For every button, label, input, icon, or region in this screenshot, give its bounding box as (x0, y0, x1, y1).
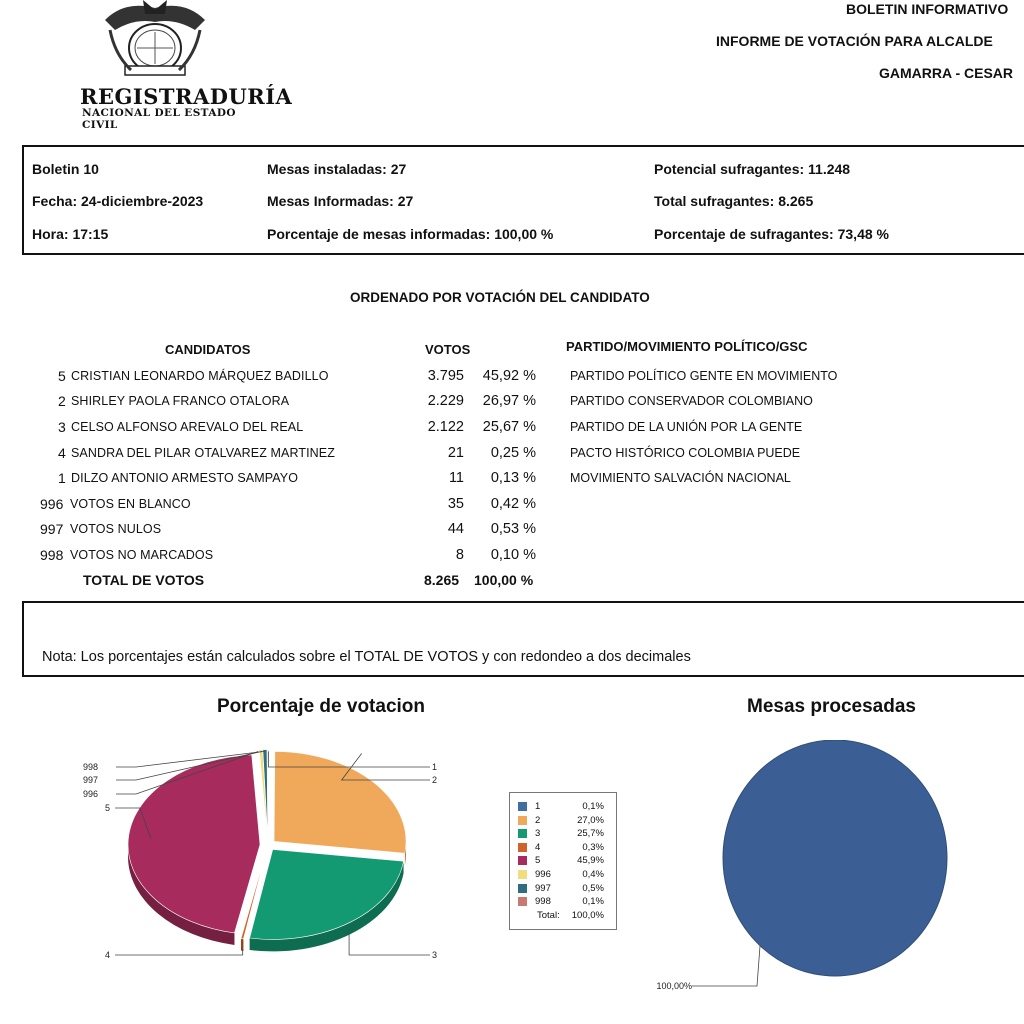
legend-value: 27,0% (577, 814, 604, 826)
legend-item (510, 869, 616, 881)
slice-label-998: 998 (82, 762, 98, 772)
candidate-votes: 8 (455, 547, 464, 563)
mesas-pie-chart (640, 740, 970, 1010)
legend-label: 4 (535, 841, 541, 853)
mesas-instaladas: Mesas instaladas: 27 (267, 161, 407, 177)
legend-label: 997 (535, 882, 551, 894)
legend-value: 0,4% (582, 869, 604, 880)
bulletin-date: Fecha: 24-diciembre-2023 (32, 193, 204, 209)
vote-pie-chart (0, 740, 480, 980)
candidate-name: VOTOS NO MARCADOS (70, 548, 214, 562)
candidate-number: 1 (58, 470, 66, 486)
legend-label: 3 (535, 828, 541, 840)
total-votes: 8.265 (424, 572, 460, 588)
legend-value: 0,1% (582, 801, 604, 812)
candidate-party: PARTIDO DE LA UNIÓN POR LA GENTE (570, 420, 803, 434)
candidate-number: 996 (40, 496, 64, 512)
col-header-candidates: CANDIDATOS (165, 342, 251, 357)
candidate-percentage: 0,53 % (490, 521, 536, 537)
porcentaje-sufragantes: Porcentaje de sufragantes: 73,48 % (654, 226, 889, 242)
mesas-chart-title: Mesas procesadas (747, 696, 916, 717)
total-sufragantes: Total sufragantes: 8.265 (654, 193, 814, 209)
candidate-percentage: 0,42 % (490, 496, 536, 512)
leader-line-3 (349, 933, 430, 955)
slice-label-997: 997 (82, 775, 98, 785)
slice-label-mesas: 100,00% (656, 981, 692, 991)
candidate-votes: 11 (448, 470, 464, 486)
pie-slice-Procesadas (723, 740, 947, 976)
org-name: REGISTRADURÍA (80, 84, 293, 109)
legend-swatch (518, 870, 527, 879)
candidate-votes: 35 (447, 496, 464, 512)
org-subtitle: NACIONAL DEL ESTADO CIVIL (82, 107, 236, 131)
porcentaje-mesas: Porcentaje de mesas informadas: 100,00 % (267, 226, 554, 242)
slice-label-1: 1 (432, 762, 438, 772)
pie-slice-3 (250, 849, 404, 939)
candidate-name: SHIRLEY PAOLA FRANCO OTALORA (71, 394, 290, 408)
candidate-votes: 21 (447, 445, 464, 461)
slice-label-5: 5 (104, 803, 110, 813)
leader-line-mesas (692, 946, 760, 986)
legend-total-label: Total: (537, 909, 560, 921)
legend-value: 0,3% (582, 841, 604, 853)
candidate-number: 998 (40, 547, 64, 563)
candidate-name: CRISTIAN LEONARDO MÁRQUEZ BADILLO (71, 369, 329, 383)
legend-total-value: 100,0% (571, 909, 604, 921)
potencial-sufragantes: Potencial sufragantes: 11.248 (654, 161, 851, 177)
candidate-name: VOTOS EN BLANCO (70, 497, 191, 511)
legend-item (510, 815, 616, 827)
total-percentage: 100,00 % (474, 572, 534, 588)
candidate-number: 3 (58, 419, 66, 435)
slice-label-3: 3 (432, 950, 438, 960)
legend-value: 0,1% (582, 896, 604, 908)
legend-item (510, 828, 616, 840)
legend-item (510, 896, 616, 908)
col-header-party: PARTIDO/MOVIMIENTO POLÍTICO/GSC (566, 339, 808, 354)
note-box (22, 601, 1024, 677)
candidate-name: DILZO ANTONIO ARMESTO SAMPAYO (71, 471, 299, 485)
slice-label-996: 996 (82, 789, 98, 799)
legend-swatch (518, 884, 527, 893)
location: GAMARRA - CESAR (879, 65, 1014, 81)
legend-swatch (518, 829, 527, 838)
candidate-name: CELSO ALFONSO AREVALO DEL REAL (71, 420, 304, 434)
candidate-percentage: 26,97 % (482, 393, 536, 409)
candidate-votes: 2.229 (427, 393, 464, 409)
legend-label: 996 (535, 869, 551, 880)
candidate-name: VOTOS NULOS (70, 522, 162, 536)
legend-item (510, 883, 616, 895)
legend-label: 2 (535, 814, 541, 826)
legend-swatch (518, 816, 527, 825)
coat-of-arms-seal (95, 0, 215, 80)
legend-swatch (518, 802, 527, 811)
candidate-percentage: 0,25 % (490, 445, 536, 461)
legend-item (510, 855, 616, 867)
candidate-party: PARTIDO POLÍTICO GENTE EN MOVIMIENTO (570, 369, 838, 383)
legend-label: 5 (535, 855, 541, 867)
candidate-percentage: 45,92 % (482, 368, 536, 384)
registraduria-logo (40, 0, 293, 131)
bulletin-time: Hora: 17:15 (32, 226, 109, 242)
leader-line-4 (115, 949, 243, 955)
candidate-party: PARTIDO CONSERVADOR COLOMBIANO (570, 394, 813, 408)
candidate-percentage: 0,13 % (490, 470, 536, 486)
vote-pie-legend (509, 792, 617, 930)
legend-label: 998 (535, 896, 551, 908)
mesas-informadas: Mesas Informadas: 27 (267, 193, 414, 209)
legend-label: 1 (535, 801, 541, 812)
candidate-name: SANDRA DEL PILAR OTALVAREZ MARTINEZ (71, 446, 335, 460)
legend-swatch (518, 897, 527, 906)
col-header-votes: VOTOS (425, 342, 471, 357)
legend-swatch (518, 843, 527, 852)
candidate-votes: 44 (447, 521, 464, 537)
candidate-number: 4 (58, 445, 66, 461)
legend-total (510, 910, 616, 922)
candidate-votes: 3.795 (427, 368, 464, 384)
candidate-party: PACTO HISTÓRICO COLOMBIA PUEDE (570, 446, 801, 460)
bulletin-number: Boletin 10 (32, 161, 99, 177)
candidate-number: 997 (40, 521, 64, 537)
total-label: TOTAL DE VOTOS (83, 572, 205, 588)
vote-chart-title: Porcentaje de votacion (217, 696, 426, 717)
legend-item (510, 801, 616, 813)
candidate-party: MOVIMIENTO SALVACIÓN NACIONAL (570, 471, 791, 485)
legend-swatch (518, 856, 527, 865)
report-title: INFORME DE VOTACIÓN PARA ALCALDE (716, 33, 993, 49)
candidate-number: 2 (58, 393, 66, 409)
legend-item (510, 842, 616, 854)
slice-label-2: 2 (432, 775, 438, 785)
section-title: ORDENADO POR VOTACIÓN DEL CANDIDATO (350, 290, 650, 305)
bulletin-type: BOLETIN INFORMATIVO (846, 1, 1009, 17)
legend-value: 0,5% (582, 882, 604, 894)
legend-value: 25,7% (577, 828, 604, 840)
candidate-number: 5 (58, 368, 66, 384)
slice-label-4: 4 (104, 950, 110, 960)
candidate-percentage: 0,10 % (490, 547, 536, 563)
candidate-percentage: 25,67 % (482, 419, 536, 435)
note-text: Nota: Los porcentajes están calculados sobre el TOTAL DE VOTOS y con redondeo a dos decimales (42, 649, 691, 665)
pie-slice-5 (128, 755, 260, 933)
legend-value: 45,9% (577, 855, 604, 867)
candidate-votes: 2.122 (427, 419, 464, 435)
